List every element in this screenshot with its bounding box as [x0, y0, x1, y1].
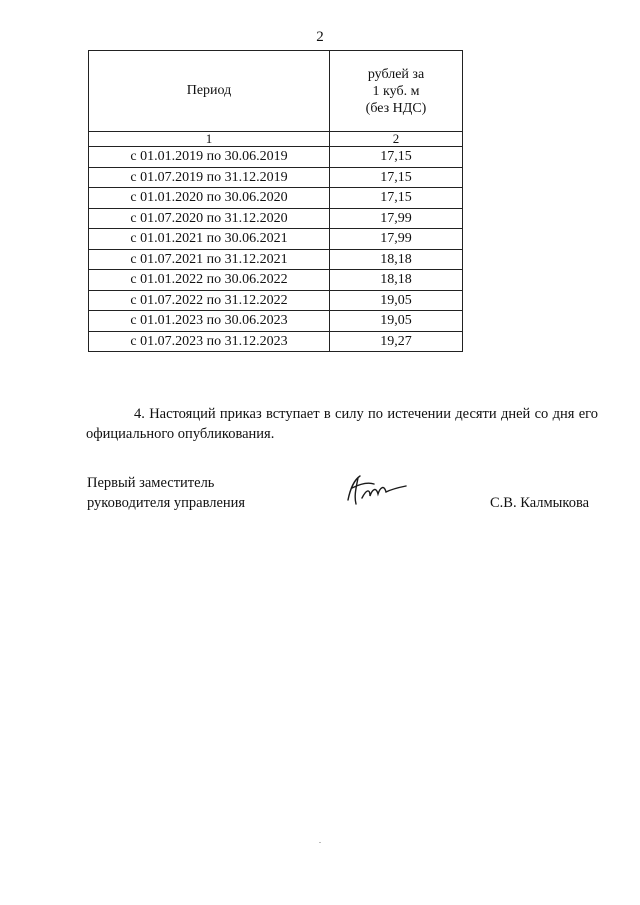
header-unit	[330, 51, 463, 132]
period-cell: с 01.07.2023 по 31.12.2023	[89, 331, 330, 352]
column-numbers-row	[89, 132, 463, 147]
table-row	[89, 311, 463, 332]
handwritten-signature	[340, 470, 410, 510]
period-cell: с 01.07.2020 по 31.12.2020	[89, 208, 330, 229]
table-row	[89, 270, 463, 291]
price-cell: 17,15	[330, 147, 463, 168]
table-row	[89, 147, 463, 168]
price-cell: 19,05	[330, 311, 463, 332]
price-cell: 19,05	[330, 290, 463, 311]
price-cell: 17,99	[330, 208, 463, 229]
period-cell: с 01.01.2019 по 30.06.2019	[89, 147, 330, 168]
scan-speck	[319, 842, 321, 843]
period-cell: с 01.07.2019 по 31.12.2019	[89, 167, 330, 188]
price-cell: 18,18	[330, 249, 463, 270]
page-number: 2	[316, 29, 324, 45]
price-cell: 17,99	[330, 229, 463, 250]
table-row	[89, 229, 463, 250]
price-cell: 17,15	[330, 188, 463, 209]
header-unit-text: рублей за 1 куб. м (без НДС)	[365, 66, 427, 116]
signatory-name: С.В. Калмыкова	[490, 495, 590, 511]
table-row	[89, 208, 463, 229]
tariff-table	[88, 50, 463, 352]
price-cell: 17,15	[330, 167, 463, 188]
period-cell: с 01.01.2023 по 30.06.2023	[89, 311, 330, 332]
table-row	[89, 249, 463, 270]
period-cell: с 01.01.2020 по 30.06.2020	[89, 188, 330, 209]
table-row	[89, 331, 463, 352]
price-cell: 18,18	[330, 270, 463, 291]
order-paragraph: 4. Настояций приказ вступает в силу по истечении десяти дней со дня его официального опубликования.	[86, 406, 598, 442]
table-row	[89, 290, 463, 311]
column-number-2: 2	[330, 132, 463, 147]
table-header-row	[89, 51, 463, 132]
table-row	[89, 188, 463, 209]
period-cell: с 01.07.2021 по 31.12.2021	[89, 249, 330, 270]
period-cell: с 01.07.2022 по 31.12.2022	[89, 290, 330, 311]
table-row	[89, 167, 463, 188]
period-cell: с 01.01.2021 по 30.06.2021	[89, 229, 330, 250]
period-cell: с 01.01.2022 по 30.06.2022	[89, 270, 330, 291]
column-number-1: 1	[89, 132, 330, 147]
header-period: Период	[89, 51, 330, 132]
signatory-title: Первый заместитель руководителя управления	[87, 475, 246, 511]
price-cell: 19,27	[330, 331, 463, 352]
